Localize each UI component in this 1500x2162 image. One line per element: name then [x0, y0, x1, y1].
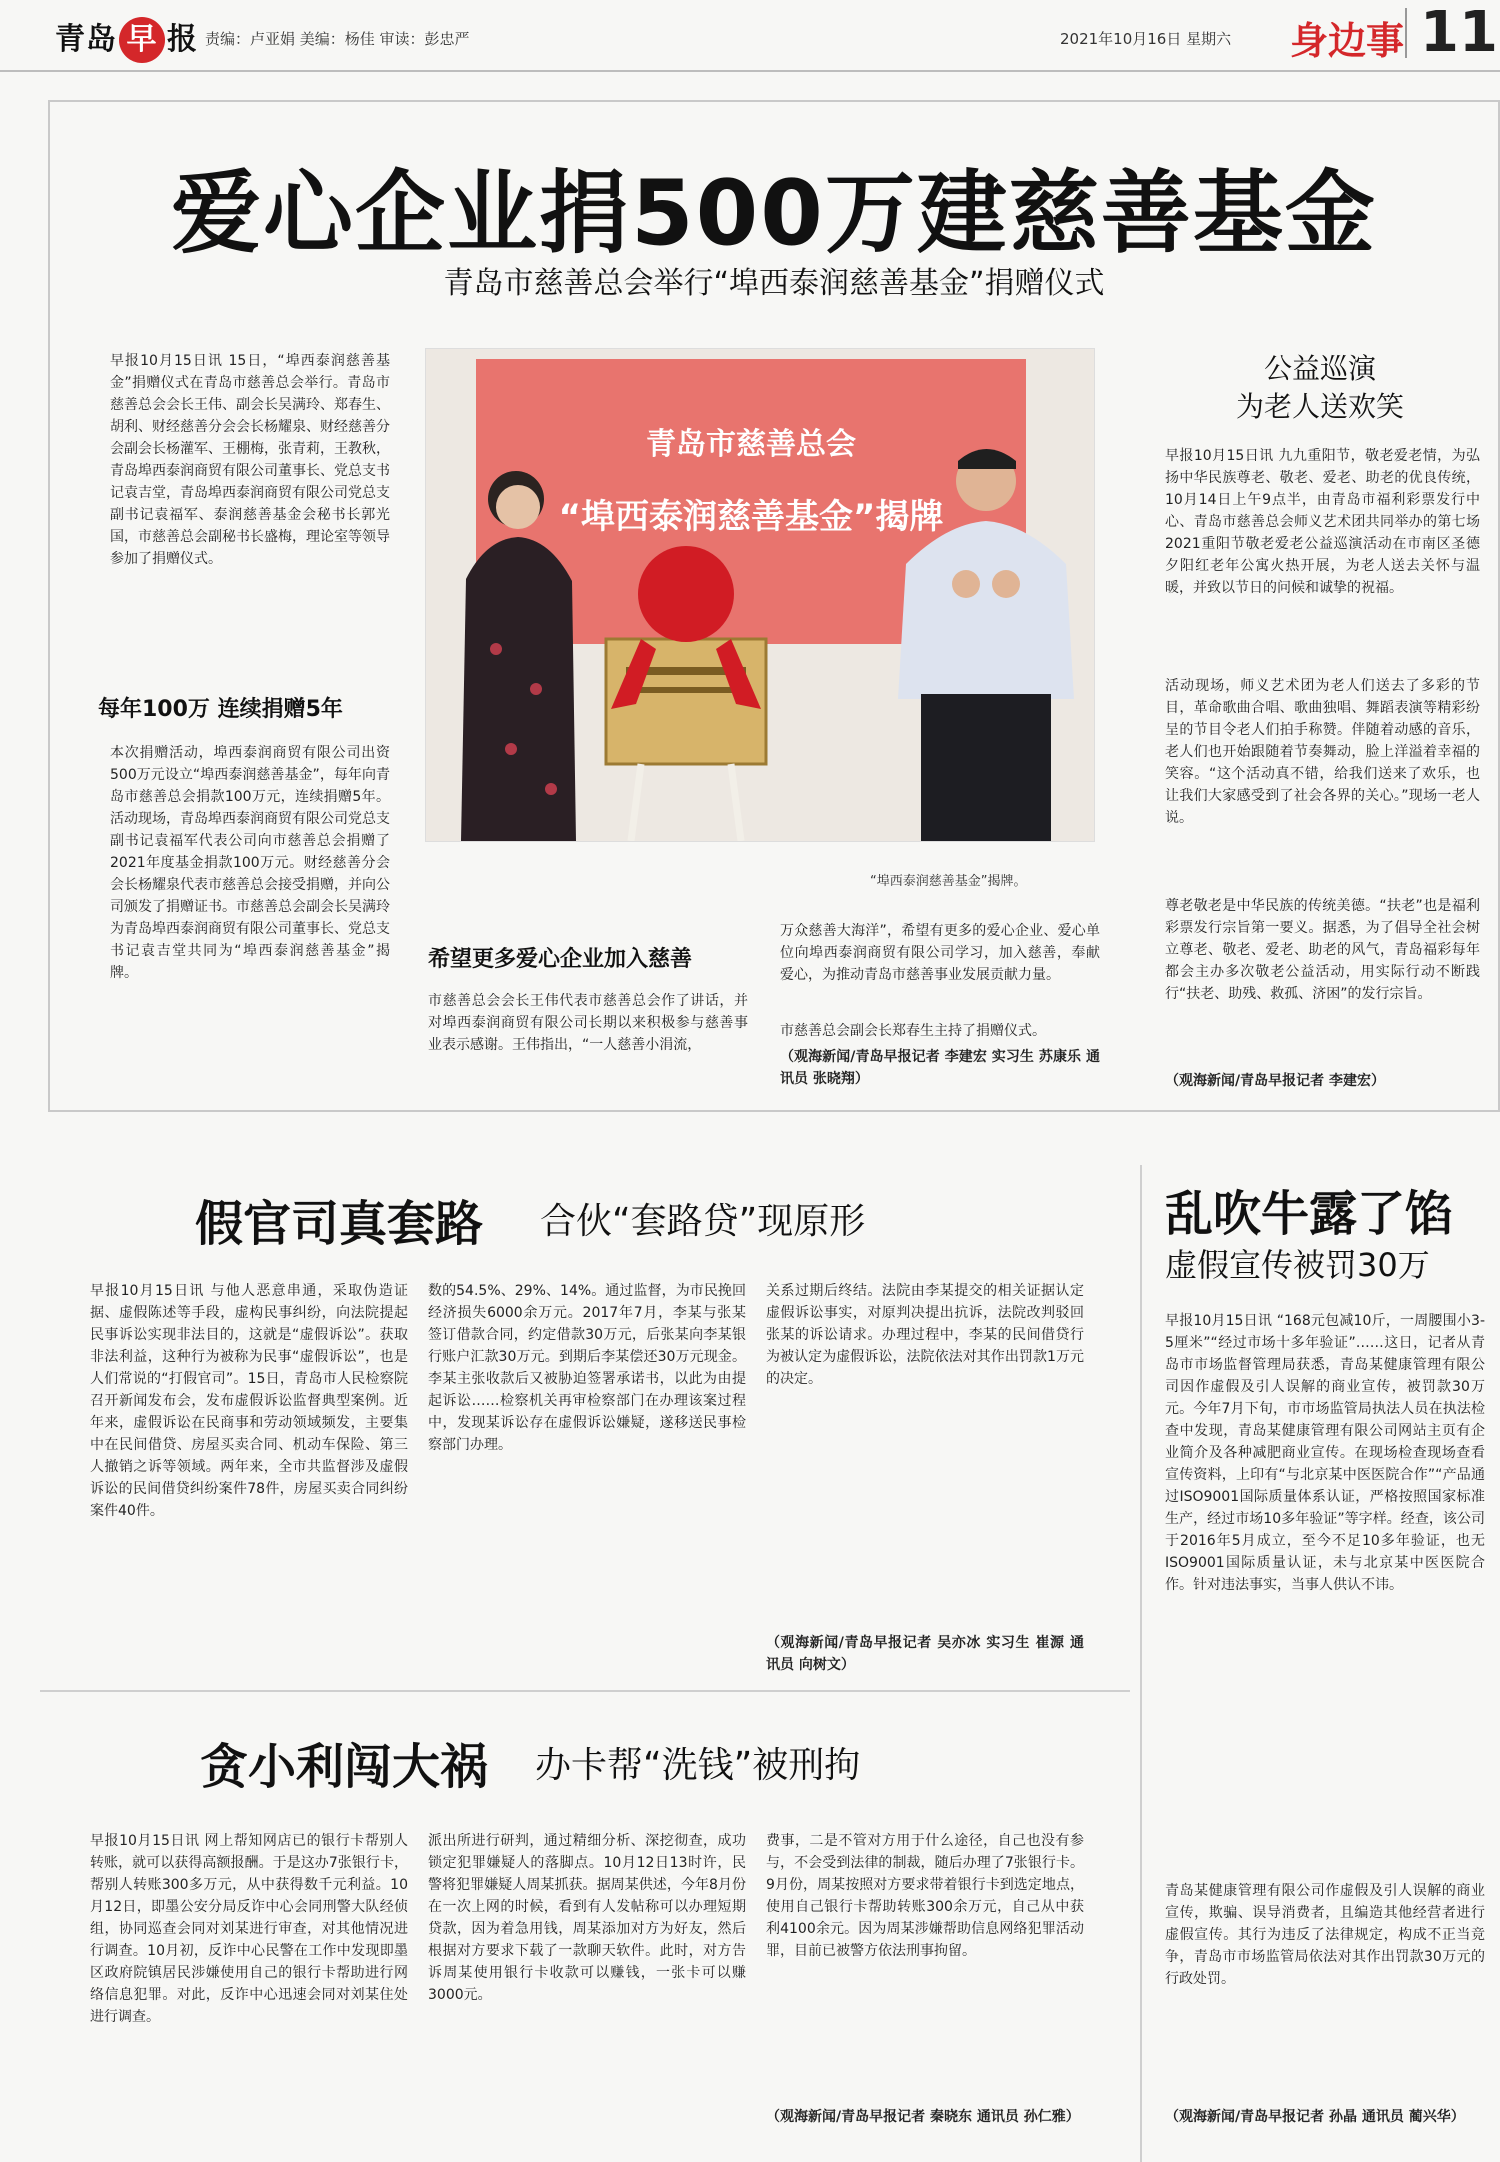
- top-story-col3-text: 万众慈善大海洋”，希望有更多的爱心企业、爱心单位向埠西泰润商贸有限公司学习，加入慈善，奉献爱心，为推动青岛市慈善事业发展贡献力量。: [780, 923, 1100, 983]
- ceremony-photo: [425, 348, 1095, 842]
- story2-col2: 数的54.5%、29%、14%。通过监督，为市民挽回经济损失6000余万元。2017年7月，李某与张某签订借款合同，约定借款30万元，后张某向李某银行账户汇款30万元。到期后李某偿还30万元现金。李某主张收款后又被胁迫签署承诺书，以此为由提起诉讼……检察机关再审检察部门在办理该案过程中，发现某诉讼存在虚假诉讼嫌疑，遂移送民事检察部门办理。: [428, 1283, 746, 1453]
- top-story-byline: （观海新闻/青岛早报记者 李建宏 实习生 苏康乐 通讯员 张晓翔）: [780, 1049, 1100, 1087]
- issue-date: 2021年10月16日 星期六: [1060, 30, 1232, 48]
- top-story-section1-title: 每年100万 连续捐赠5年: [98, 697, 343, 722]
- top-story-section2-title: 希望更多爱心企业加入慈善: [428, 947, 693, 972]
- story4-subheadline: 虚假宣传被罚30万: [1165, 1246, 1430, 1284]
- divider: [1405, 8, 1407, 58]
- photo-figures: [426, 349, 1094, 841]
- story4-byline: （观海新闻/青岛早报记者 孙晶 通讯员 蔺兴华）: [1165, 2109, 1465, 2125]
- top-story-section2-text: 市慈善总会会长王伟代表市慈善总会作了讲话，并对埠西泰润商贸有限公司长期以来积极参与慈善事业表示感谢。王伟指出，“一人慈善小涓流，: [428, 993, 748, 1053]
- story3-col3: 费事，二是不管对方用于什么途径，自己也没有参与，不会受到法律的制裁，随后办理了7张银行卡。9月份，周某按照对方要求带着银行卡到选定地点，使用自己银行卡帮助转账300余万元，自己从中获利4100余元。因为周某涉嫌帮助信息网络犯罪活动罪，目前已被警方依法刑事拘留。: [766, 1833, 1084, 1959]
- side-story-text: 早报10月15日讯 九九重阳节，敬老爱老情，为弘扬中华民族尊老、敬老、爱老、助老的优良传统，10月14日上午9点半，由青岛市福利彩票发行中心、青岛市慈善总会师义艺术团共同举办的第七场2021重阳节敬老爱老公益巡演活动在市南区圣德夕阳红老年公寓火热开展，为老人送去关怀与温暖，并致以节日的问候和诚挚的祝福。: [1165, 448, 1480, 596]
- story4-text: 早报10月15日讯 “168元包减10斤，一周腰围小3-5厘米”“经过市场十多年验证”……这日，记者从青岛市市场监督管理局获悉，青岛某健康管理有限公司因作虚假及引人误解的商业宣传，被罚款30万元。今年7月下旬，市市场监管局执法人员在执法检查中发现，青岛某健康管理有限公司网站主页有企业简介及各种减肥商业宣传。在现场检查现场查看宣传资料，上印有“与北京某中医医院合作”“产品通过ISO9001国际质量体系认证，严格按照国家标准生产，经过市场10多年验证”等字样。经查，该公司于2016年5月成立，至今不足10多年验证，也无ISO9001国际质量认证，未与北京某中医医院合作。针对违法事实，当事人供认不讳。: [1165, 1313, 1485, 1593]
- photo-banner: 青岛市慈善总会 “埠西泰润慈善基金”揭牌: [476, 359, 1026, 644]
- side-story-text2: 活动现场，师义艺术团为老人们送去了多彩的节目，革命歌曲合唱、歌曲独唱、舞蹈表演等精彩纷呈的节目令老人们拍手称赞。伴随着动感的音乐，老人们也开始跟随着节奏舞动，脸上洋溢着幸福的笑容。“这个活动真不错，给我们送来了欢乐，也让我们大家感受到了社会各界的关心。”现场一老人说。: [1165, 678, 1480, 826]
- newspaper-logo: 青岛 早 报: [55, 14, 198, 63]
- story2-col1: 早报10月15日讯 与他人恶意串通，采取伪造证据、虚假陈述等手段，虚构民事纠纷，向法院提起民事诉讼实现非法目的，这就是“虚假诉讼”。获取非法利益，这种行为被称为民事“虚假诉讼”，也是人们常说的“打假官司”。15日，青岛市人民检察院召开新闻发布会，发布虚假诉讼监督典型案例。近年来，虚假诉讼在民商事和劳动领域频发，主要集中在民间借贷、房屋买卖合同、机动车保险、第三人撤销之诉等领域。两年来，全市共监督涉及虚假诉讼的民间借贷纠纷案件78件，房屋买卖合同纠纷案件40件。: [90, 1283, 408, 1519]
- top-story-headline: 爱心企业捐500万建慈善基金: [171, 161, 1377, 266]
- top-story-subheadline: 青岛市慈善总会举行“埠西泰润慈善基金”捐赠仪式: [443, 266, 1105, 301]
- divider: [40, 1690, 1130, 1692]
- story4-headline: 乱吹牛露了馅: [1165, 1186, 1454, 1242]
- top-story-section1-text: 本次捐赠活动，埠西泰润商贸有限公司出资500万元设立“埠西泰润慈善基金”，每年向青岛市慈善总会捐款100万元，连续捐赠5年。活动现场，青岛埠西泰润商贸有限公司党总支副书记袁福军代表公司向市慈善总会捐赠了2021年度基金捐款100万元。财经慈善分会会长杨耀泉代表市慈善总会接受捐赠，并向公司颁发了捐赠证书。市慈善总会副会长吴满玲为青岛埠西泰润商贸有限公司董事长、党总支书记袁吉堂共同为“埠西泰润慈善基金”揭牌。: [110, 745, 390, 981]
- story2-headline: 假官司真套路: [195, 1196, 484, 1252]
- editor-credits: 责编：卢亚娟 美编：杨佳 审读：彭忠严: [205, 30, 470, 48]
- top-story-lead: 早报10月15日讯 15日，“埠西泰润慈善基金”捐赠仪式在青岛市慈善总会举行。青岛市慈善总会会长王伟、副会长吴满玲、郑春生、胡利、财经慈善分会会长杨耀泉、财经慈善分会副会长杨灌军、王棚梅，张青莉，王教秋，青岛埠西泰润商贸有限公司董事长、党总支书记袁吉堂，青岛埠西泰润商贸有限公司党总支副书记袁福军、泰润慈善基金会秘书长郭光国，市慈善总会副秘书长盛梅，理论室等领导参加了捐赠仪式。: [110, 353, 390, 567]
- photo-caption: “埠西泰润慈善基金”揭牌。: [870, 874, 1027, 889]
- side-story-title: 公益巡演 为老人送欢笑: [1235, 352, 1404, 423]
- story2-byline: （观海新闻/青岛早报记者 吴亦冰 实习生 崔源 通讯员 向树文）: [766, 1635, 1084, 1673]
- story3-byline: （观海新闻/青岛早报记者 秦晓东 通讯员 孙仁雅）: [766, 2109, 1080, 2125]
- divider: [1140, 1165, 1142, 2162]
- story3-headline: 贪小利闯大祸: [200, 1739, 489, 1795]
- side-story-text3: 尊老敬老是中华民族的传统美德。“扶老”也是福利彩票发行宗旨第一要义。据悉，为了倡导全社会树立尊老、敬老、爱老、助老的风气，青岛福彩每年都会主办多次敬老公益活动，用实际行动不断践行“扶老、助残、救孤、济困”的发行宗旨。: [1165, 898, 1480, 1002]
- story3-subheadline: 办卡帮“洗钱”被刑拘: [535, 1745, 861, 1786]
- story3-col2: 派出所进行研判，通过精细分析、深挖彻查，成功锁定犯罪嫌疑人的落脚点。10月12日13时许，民警将犯罪嫌疑人周某抓获。据周某供述，今年8月份在一次上网的时候，看到有人发帖称可以办理短期贷款，因为着急用钱，周某添加对方为好友，然后根据对方要求下载了一款聊天软件。此时，对方告诉周某使用银行卡收款可以赚钱，一张卡可以赚3000元。: [428, 1833, 746, 2003]
- story2-col3: 关系过期后终结。法院由李某提交的相关证据认定虚假诉讼事实，对原判决提出抗诉，法院改判驳回张某的诉讼请求。办理过程中，李某的民间借贷行为被认定为虚假诉讼，法院依法对其作出罚款1万元的决定。: [766, 1283, 1084, 1387]
- story4-text2: 青岛某健康管理有限公司作虚假及引人误解的商业宣传，欺骗、误导消费者，且编造其他经营者进行虚假宣传。其行为违反了法律规定，构成不正当竞争，青岛市市场监管局依法对其作出罚款30万元的行政处罚。: [1165, 1883, 1485, 1987]
- side-story-byline: （观海新闻/青岛早报记者 李建宏）: [1165, 1073, 1385, 1089]
- section-title: 身边事: [1290, 19, 1405, 63]
- story2-subheadline: 合伙“套路贷”现原形: [540, 1201, 866, 1242]
- story3-col1: 早报10月15日讯 网上帮知网店已的银行卡帮别人转账，就可以获得高额报酬。于是这办7张银行卡，帮别人转账300多万元，从中获得数千元利益。10月12日，即墨公安分局反诈中心会同刑警大队经侦组，协同巡查会同对刘某进行审查，对其他情况进行调查。10月初，反诈中心民警在工作中发现即墨区政府院镇居民涉嫌使用自己的银行卡帮助进行网络信息犯罪。对此，反诈中心迅速会同对刘某住处进行调查。: [90, 1833, 408, 2025]
- page-number: 11: [1420, 0, 1498, 65]
- top-story-col3-text2: 市慈善总会副会长郑春生主持了捐赠仪式。: [780, 1023, 1046, 1039]
